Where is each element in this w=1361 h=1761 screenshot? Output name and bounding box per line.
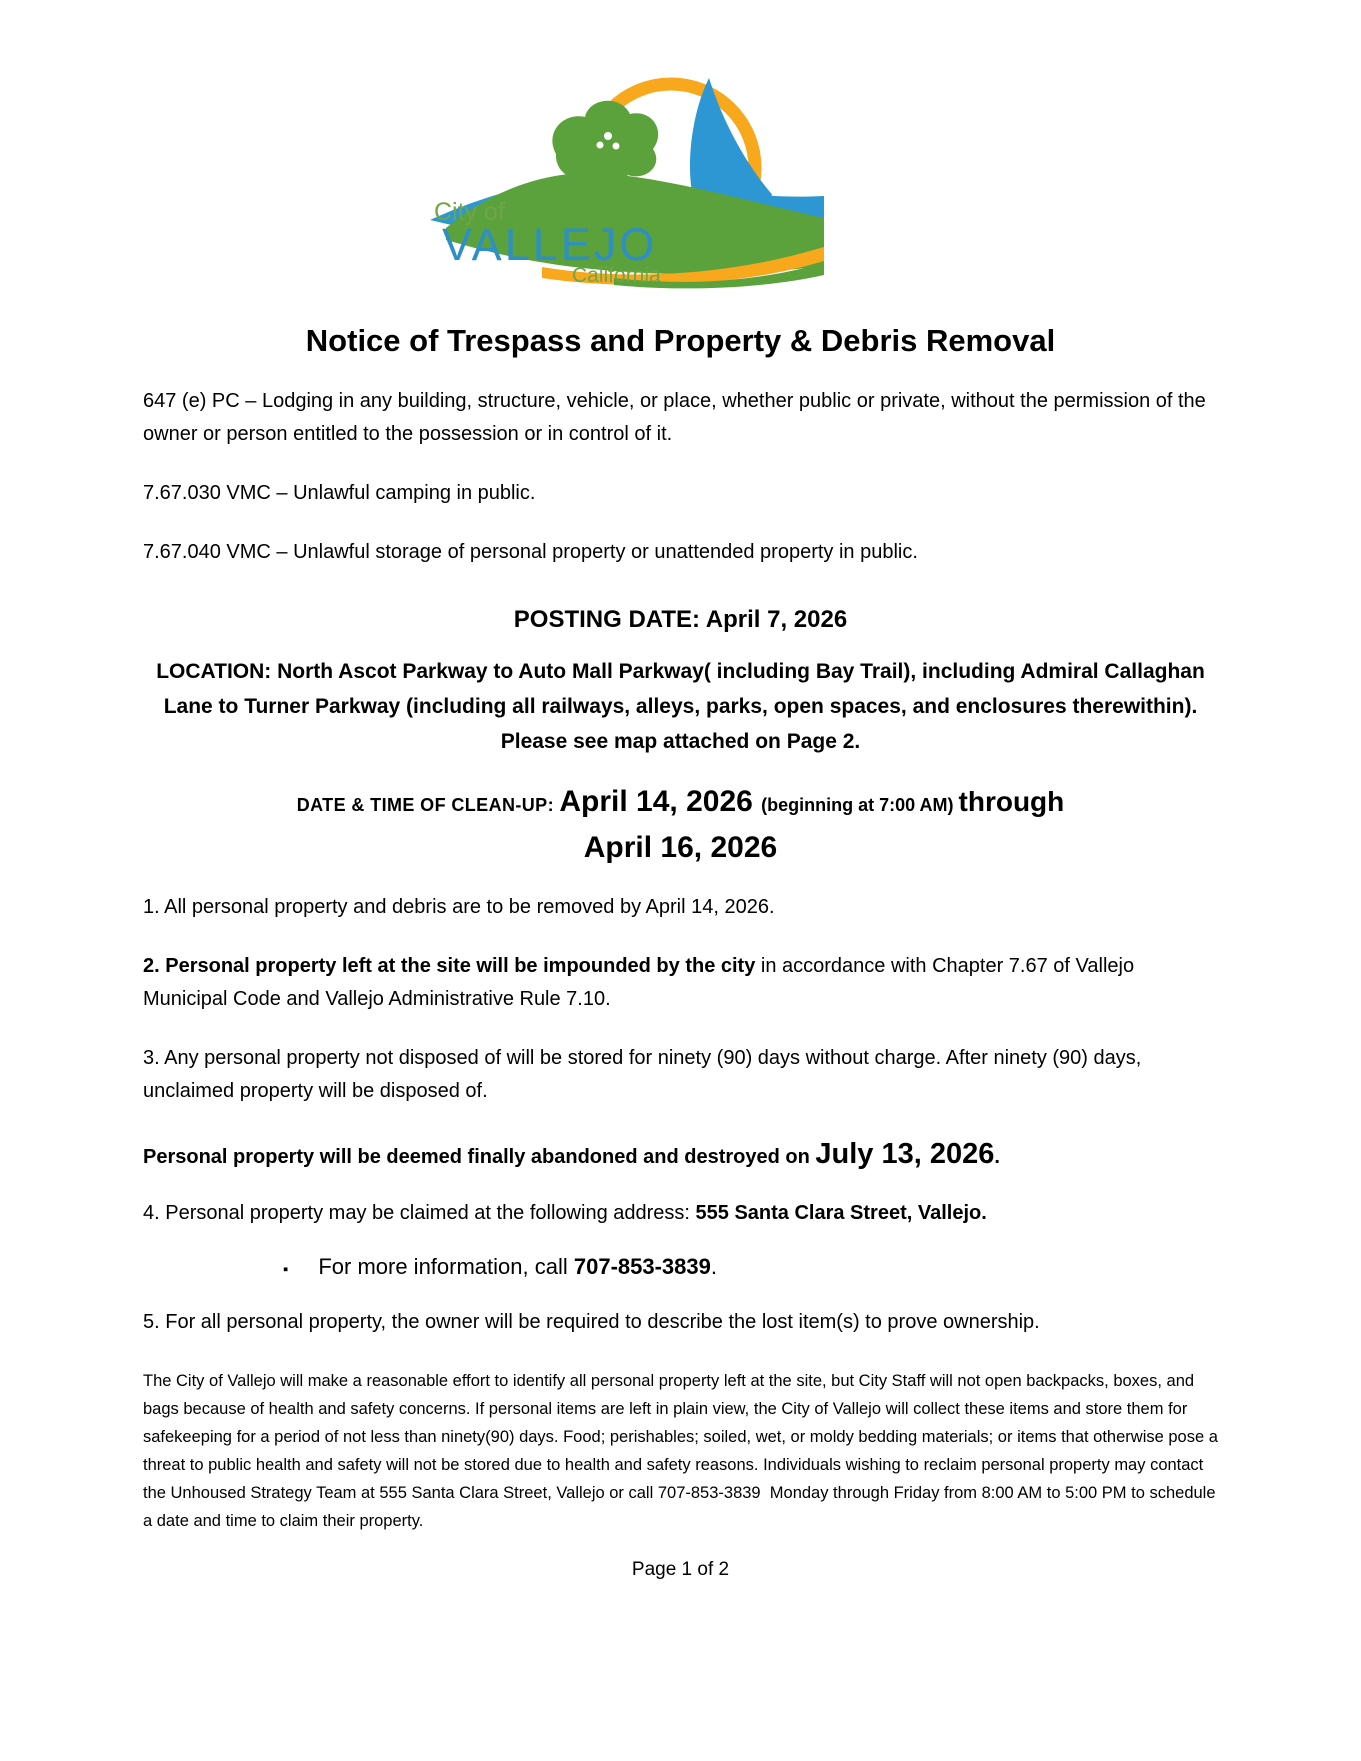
- page-title: Notice of Trespass and Property & Debris Removal: [305, 323, 1056, 358]
- page-footer: Page 1 of 2: [631, 1559, 730, 1580]
- logo-california-text: California: [571, 264, 661, 287]
- logo-tree-blossom: [612, 143, 619, 150]
- abandoned-period: .: [994, 1146, 1000, 1168]
- fine-print-paragraph: The City of Vallejo will make a reasonable effort to identify all personal property left at the site, but City Staff will not open backpacks, boxes, and bags because of health and safety concerns. If personal items are left in plain view, the City of Vallejo will collect these items and store them for safekeeping for a period of not less than ninety(90) days. Food; perishables; soiled, wet, or moldy bedding materials; or items that otherwise pose a threat to public health and safety will not be stored due to health and safety reasons. Individuals wishing to reclaim personal property may contact the Unhoused Strategy Team at 555 Santa Clara Street, Vallejo or call 707-853-3839 Monday through Friday from 8:00 AM to 5:00 PM to schedule a date and time to claim their property.: [143, 1372, 1223, 1530]
- item-4-address: 555 Santa Clara Street, Vallejo.: [695, 1202, 987, 1224]
- logo-city-of-text: City of: [433, 198, 505, 226]
- abandoned-date: July 13, 2026: [815, 1138, 995, 1170]
- info-lead: For more information, call: [318, 1254, 574, 1279]
- item-1: 1. All personal property and debris are to be removed by April 14, 2026.: [143, 896, 775, 918]
- cleanup-end-date: April 16, 2026: [583, 831, 778, 864]
- info-bullet-line: [283, 1254, 1218, 1280]
- item-2: [143, 950, 1218, 1016]
- item-2-bold: 2. Personal property left at the site will be impounded by the city: [143, 955, 756, 977]
- item-4-lead: 4. Personal property may be claimed at the following address:: [143, 1202, 696, 1224]
- logo-tree-blossom: [604, 132, 612, 140]
- city-of-vallejo-logo: [426, 70, 826, 295]
- item-5: 5. For all personal property, the owner will be required to describe the lost item(s) to prove ownership.: [143, 1311, 1040, 1333]
- cleanup-through: through: [958, 786, 1065, 817]
- posting-date-line: POSTING DATE: April 7, 2026: [513, 606, 848, 633]
- cleanup-label: DATE & TIME OF CLEAN-UP:: [296, 795, 560, 815]
- abandoned-lead: Personal property will be deemed finally abandoned and destroyed on: [143, 1146, 816, 1168]
- logo-tree-canopy-icon: [552, 101, 658, 185]
- code-647-paragraph: 647 (e) PC – Lodging in any building, structure, vehicle, or place, whether public or private, without the permission of the owner or person entitled to the possession or in control of it.: [143, 390, 1206, 445]
- cleanup-start-date: April 14, 2026: [559, 785, 762, 818]
- info-phone-number: 707-853-3839: [573, 1254, 711, 1279]
- vallejo-logo-graphic: [426, 70, 826, 290]
- square-bullet-icon: ▪: [283, 1261, 289, 1278]
- item-3: 3. Any personal property not disposed of will be stored for ninety (90) days without charge. After ninety (90) days, unclaimed property will be disposed of.: [143, 1047, 1142, 1102]
- code-767040-paragraph: 7.67.040 VMC – Unlawful storage of personal property or unattended property in public.: [143, 541, 918, 563]
- logo-vallejo-text: VALLEJO: [441, 219, 657, 270]
- cleanup-line: [143, 785, 1218, 819]
- abandoned-line: [143, 1138, 1218, 1171]
- item-4: [143, 1197, 1218, 1230]
- item-2-rest: in accordance with Chapter 7.67 of Vallejo Municipal Code and Vallejo Administrative Rule 7.10.: [143, 955, 1135, 1010]
- info-period: .: [710, 1254, 717, 1279]
- cleanup-time-note: (beginning at 7:00 AM): [761, 795, 959, 815]
- code-767030-paragraph: 7.67.030 VMC – Unlawful camping in public.: [143, 482, 536, 504]
- location-line: LOCATION: North Ascot Parkway to Auto Mall Parkway( including Bay Trail), including Admiral Callaghan Lane to Turner Parkway (including all railways, alleys, parks, open spaces, and enclosures therewithin). Please see map attached on Page 2.: [156, 660, 1205, 753]
- logo-tree-blossom: [596, 142, 603, 149]
